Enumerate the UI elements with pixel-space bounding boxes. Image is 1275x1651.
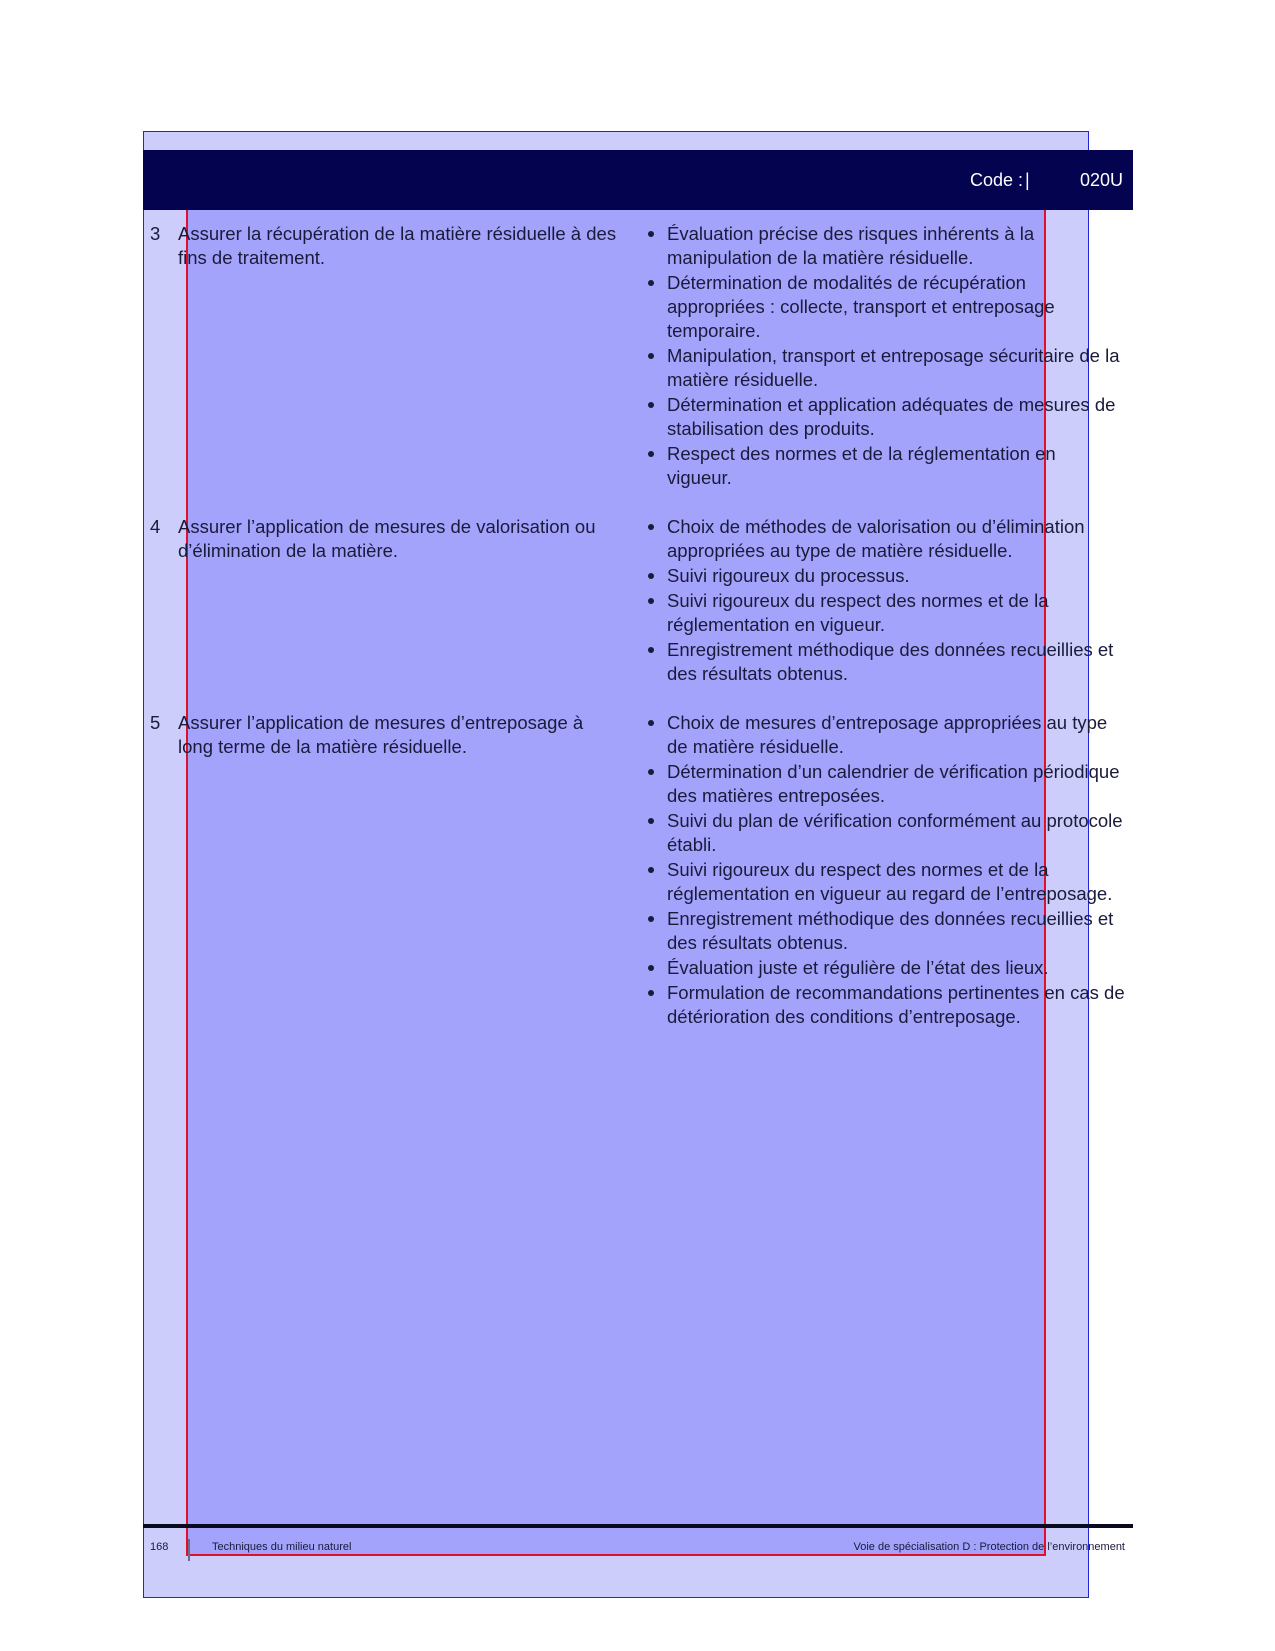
criteria-item: Respect des normes et de la réglementation en vigueur. [645, 442, 1125, 490]
code-label: Code : [970, 170, 1024, 190]
task-cell [150, 515, 645, 563]
criteria-item: Évaluation précise des risques inhérents à la manipulation de la matière résiduelle. [645, 222, 1125, 270]
task-cell [150, 222, 645, 270]
criteria-item: Formulation de recommandations pertinentes en cas de détérioration des conditions d’entreposage. [645, 981, 1125, 1029]
code-value: 020U [1079, 170, 1123, 190]
footer-rule [143, 1524, 1133, 1528]
criteria-item: Suivi rigoureux du respect des normes et de la réglementation en vigueur. [645, 589, 1125, 637]
criteria-item: Suivi rigoureux du respect des normes et de la réglementation en vigueur au regard de l’entreposage. [645, 858, 1125, 906]
criteria-list [645, 711, 1125, 1030]
code-separator: | [1025, 170, 1030, 190]
criteria-item: Choix de mesures d’entreposage appropriées au type de matière résiduelle. [645, 711, 1125, 759]
page-number: 168 [150, 1541, 169, 1553]
criteria-item: Évaluation juste et régulière de l’état des lieux. [645, 956, 1125, 980]
criteria-item: Suivi du plan de vérification conformément au protocole établi. [645, 809, 1125, 857]
task-number: 5 [150, 712, 161, 733]
footer-divider [188, 1539, 190, 1561]
task-text: Assurer la récupération de la matière résiduelle à des fins de traitement. [178, 223, 617, 268]
program-title: Techniques du milieu naturel [212, 1541, 352, 1553]
page-footer [150, 1539, 1125, 1555]
criteria-item: Manipulation, transport et entreposage sécuritaire de la matière résiduelle. [645, 344, 1125, 392]
criteria-item: Enregistrement méthodique des données recueillies et des résultats obtenus. [645, 638, 1125, 686]
criteria-item: Détermination et application adéquates de mesures de stabilisation des produits. [645, 393, 1125, 441]
criteria-item: Suivi rigoureux du processus. [645, 564, 1125, 588]
task-cell [150, 711, 645, 759]
task-row [150, 222, 1125, 491]
task-number: 3 [150, 223, 161, 244]
task-text: Assurer l’application de mesures de valorisation ou d’élimination de la matière. [178, 516, 596, 561]
criteria-item: Détermination d’un calendrier de vérification périodique des matières entreposées. [645, 760, 1125, 808]
task-row [150, 515, 1125, 687]
specialization-title: Voie de spécialisation D : Protection de l’environnement [853, 1541, 1125, 1553]
criteria-list [645, 222, 1125, 491]
criteria-item: Enregistrement méthodique des données recueillies et des résultats obtenus. [645, 907, 1125, 955]
task-number: 4 [150, 516, 161, 537]
task-row [150, 711, 1125, 1030]
task-text: Assurer l’application de mesures d’entreposage à long terme de la matière résiduelle. [178, 712, 584, 757]
competency-table [150, 222, 1125, 1054]
criteria-item: Choix de méthodes de valorisation ou d’élimination appropriées au type de matière résiduelle. [645, 515, 1125, 563]
criteria-item: Détermination de modalités de récupération appropriées : collecte, transport et entreposage temporaire. [645, 271, 1125, 343]
competency-code [970, 168, 1125, 192]
criteria-list [645, 515, 1125, 687]
